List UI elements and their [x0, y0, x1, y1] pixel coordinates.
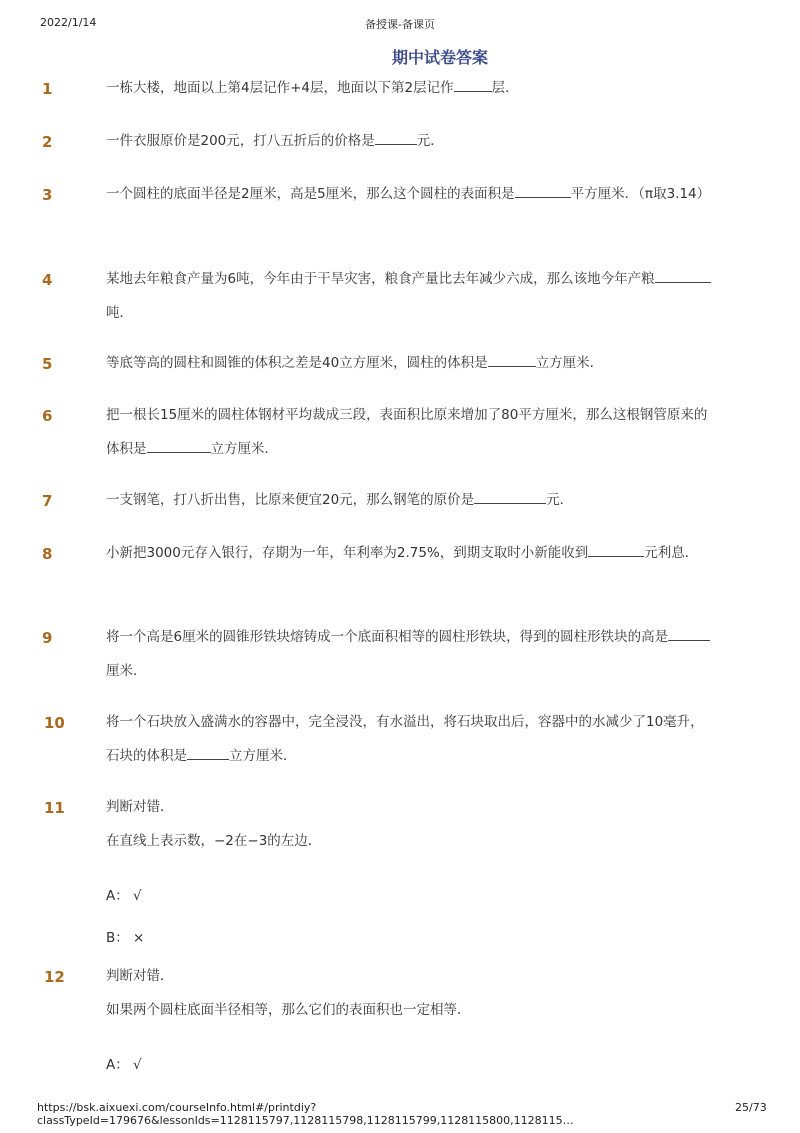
option-b[interactable]: B： ×: [106, 930, 145, 946]
question-text-part: 一栋大楼，地面以上第4层记作+4层，地面以下第2层记作: [106, 80, 454, 96]
question-number: 1: [42, 80, 53, 98]
page-number: 25/73: [735, 1101, 767, 1114]
answer-blank: [488, 353, 536, 368]
question-text-part: 厘米．: [106, 663, 147, 679]
question-text-part: 将一个石块放入盛满水的容器中，完全浸没，有水溢出，将石块取出后，容器中的水减少了10毫升，石块的体积是: [106, 714, 704, 764]
answer-blank: [147, 439, 211, 454]
question-number: 6: [42, 407, 53, 425]
question-number: 5: [42, 355, 53, 373]
question-text: [106, 536, 716, 570]
question-text-part: 吨．: [106, 305, 133, 321]
print-header-title: 备授课-备课页: [365, 18, 435, 31]
question-text: [106, 790, 716, 858]
question-statement: 如果两个圆柱底面半径相等，那么它们的表面积也一定相等．: [106, 1002, 471, 1018]
option-a[interactable]: A： √: [106, 888, 142, 904]
answer-blank: [655, 269, 711, 284]
question-text-part: 某地去年粮食产量为6吨，今年由于干旱灾害，粮食产量比去年减少六成，那么该地今年产粮: [106, 271, 655, 287]
print-url: https://bsk.aixuexi.com/courseInfo.html#/printdiy?classTypeId=179676&lessonIds=1128115797,1128115798,1128115799,1128115800,1128115…: [37, 1101, 574, 1127]
answer-blank: [375, 131, 417, 146]
question-intro: 判断对错．: [106, 968, 174, 984]
question-number: 2: [42, 133, 53, 151]
question-number: 3: [42, 186, 53, 204]
question-number: 9: [42, 629, 53, 647]
question-number: 4: [42, 271, 53, 289]
question-number: 11: [44, 799, 65, 817]
question-text: [106, 705, 716, 773]
question-text: [106, 483, 716, 517]
question-text: [106, 71, 716, 105]
question-text: [106, 398, 716, 466]
option-a[interactable]: A： √: [106, 1057, 142, 1073]
question-text: [106, 177, 716, 211]
question-text-part: 将一个高是6厘米的圆锥形铁块熔铸成一个底面积相等的圆柱形铁块，得到的圆柱形铁块的高是: [106, 629, 669, 645]
question-text: [106, 262, 716, 330]
question-number: 7: [42, 492, 53, 510]
page-title: 期中试卷答案: [391, 48, 488, 67]
question-text-part: 一件衣服原价是200元，打八五折后的价格是: [106, 133, 375, 149]
answer-blank: [454, 78, 492, 93]
question-text: [106, 620, 716, 688]
question-text: [106, 959, 716, 1027]
answer-blank: [588, 543, 644, 558]
question-text-part: 一个圆柱的底面半径是2厘米，高是5厘米，那么这个圆柱的表面积是: [106, 186, 515, 202]
question-intro: 判断对错．: [106, 799, 174, 815]
question-text-part: 等底等高的圆柱和圆锥的体积之差是40立方厘米，圆柱的体积是: [106, 355, 488, 371]
question-text-part: 元．: [416, 133, 444, 149]
question-text-part: 小新把3000元存入银行，存期为一年，年利率为2.75%，到期支取时小新能收到: [106, 545, 589, 561]
answer-blank: [187, 746, 229, 761]
answer-blank: [515, 184, 571, 199]
question-text-part: 元．: [546, 492, 574, 508]
question-number: 8: [42, 545, 53, 563]
print-date: 2022/1/14: [40, 16, 97, 29]
answer-blank: [668, 627, 710, 642]
question-text-part: 元利息．: [644, 545, 699, 561]
question-text-part: 层．: [491, 80, 519, 96]
question-number: 10: [44, 714, 65, 732]
question-statement: 在直线上表示数，−2在−3的左边．: [106, 833, 322, 849]
question-text-part: 立方厘米．: [210, 441, 278, 457]
question-text-part: 一支钢笔，打八折出售，比原来便宜20元，那么钢笔的原价是: [106, 492, 475, 508]
question-text: [106, 124, 716, 158]
answer-blank: [474, 490, 546, 505]
question-text: [106, 346, 716, 380]
question-text-part: 平方厘米．（π取3.14）: [570, 186, 711, 202]
question-number: 12: [44, 968, 65, 986]
question-text-part: 立方厘米．: [229, 748, 297, 764]
question-text-part: 立方厘米．: [535, 355, 604, 371]
question-text-part: 把一根长15厘米的圆柱体钢材平均裁成三段，表面积比原来增加了80平方厘米，那么这根钢管原来的体积是: [106, 407, 708, 457]
